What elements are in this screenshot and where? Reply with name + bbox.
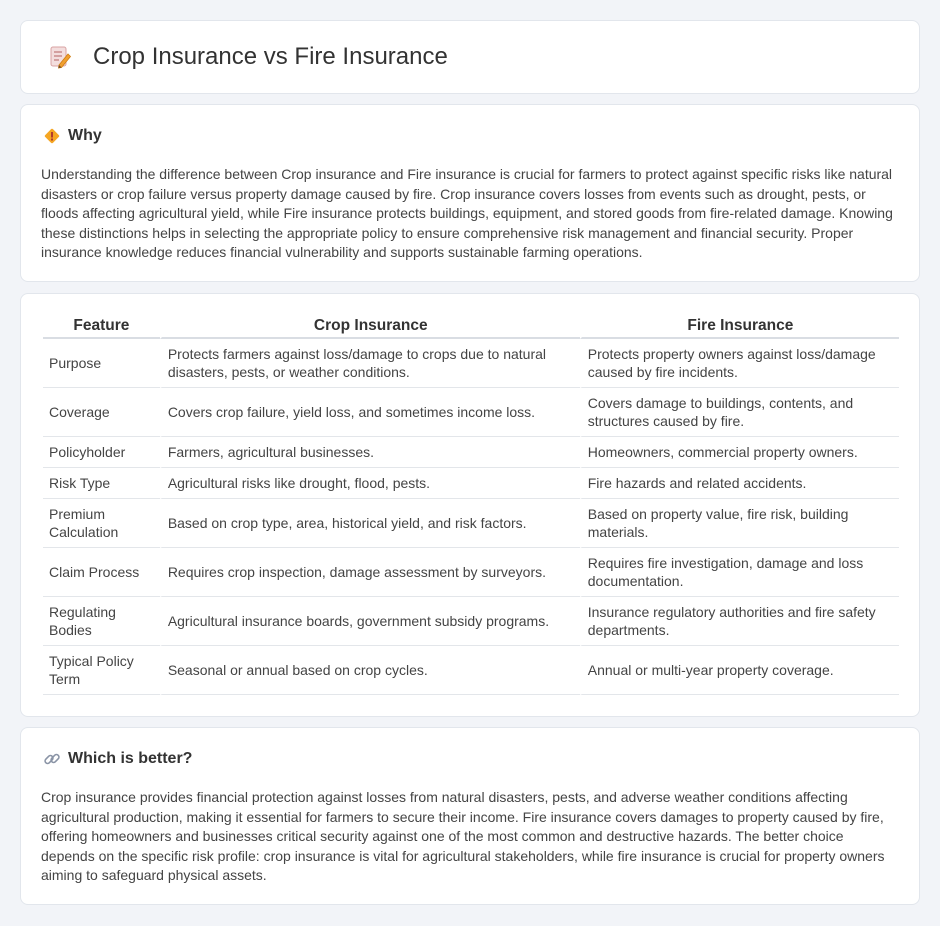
diamond-warning-icon: [43, 127, 61, 145]
header-fire-insurance: Fire Insurance: [580, 314, 899, 339]
page-title: Crop Insurance vs Fire Insurance: [93, 43, 448, 70]
table-row: [43, 437, 899, 468]
feature-cell: Policyholder: [43, 437, 160, 468]
feature-cell: Claim Process: [43, 548, 160, 597]
better-text: Crop insurance provides financial protection against losses from natural disasters, pests, and adverse weather conditions affecting agricultural production, making it essential for farmers to secure their income. Fire insurance covers damages to property caused by fire, offering homeowners and businesses critical security against one of the most common and destructive hazards. The better choice depends on the specific risk profile: crop insurance is vital for agricultural stakeholders, while fire insurance is crucial for property owners aiming to safeguard physical assets.: [41, 789, 885, 883]
header-crop-insurance: Crop Insurance: [160, 314, 580, 339]
fire-cell: Fire hazards and related accidents.: [580, 468, 899, 499]
fire-cell: Insurance regulatory authorities and fire safety departments.: [580, 597, 899, 646]
crop-cell: Covers crop failure, yield loss, and sometimes income loss.: [160, 388, 580, 437]
crop-cell: Agricultural insurance boards, government subsidy programs.: [160, 597, 580, 646]
feature-cell: Typical Policy Term: [43, 646, 160, 695]
feature-cell: Risk Type: [43, 468, 160, 499]
comparison-table: [43, 314, 899, 695]
crop-cell: Based on crop type, area, historical yield, and risk factors.: [160, 499, 580, 548]
fire-cell: Covers damage to buildings, contents, and structures caused by fire.: [580, 388, 899, 437]
feature-cell: Purpose: [43, 339, 160, 388]
fire-cell: Protects property owners against loss/damage caused by fire incidents.: [580, 339, 899, 388]
crop-cell: Farmers, agricultural businesses.: [160, 437, 580, 468]
table-row: [43, 468, 899, 499]
crop-cell: Requires crop inspection, damage assessment by surveyors.: [160, 548, 580, 597]
fire-cell: Requires fire investigation, damage and loss documentation.: [580, 548, 899, 597]
crop-cell: Agricultural risks like drought, flood, pests.: [160, 468, 580, 499]
feature-cell: Coverage: [43, 388, 160, 437]
header-feature: Feature: [43, 314, 160, 339]
crop-cell: Seasonal or annual based on crop cycles.: [160, 646, 580, 695]
table-row: [43, 548, 899, 597]
table-row: [43, 388, 899, 437]
fire-cell: Annual or multi-year property coverage.: [580, 646, 899, 695]
table-row: [43, 597, 899, 646]
document-pen-icon: [47, 44, 73, 70]
feature-cell: Premium Calculation: [43, 499, 160, 548]
title-card: [20, 20, 920, 94]
which-is-better-section: [20, 727, 920, 905]
crop-cell: Protects farmers against loss/damage to crops due to natural disasters, pests, or weather conditions.: [160, 339, 580, 388]
comparison-table-card: [20, 293, 920, 717]
table-header-row: [43, 314, 899, 339]
table-row: [43, 499, 899, 548]
fire-cell: Homeowners, commercial property owners.: [580, 437, 899, 468]
why-section: [20, 104, 920, 282]
why-heading: Why: [68, 127, 102, 144]
link-icon: [43, 750, 61, 768]
better-heading: Which is better?: [68, 750, 193, 767]
feature-cell: Regulating Bodies: [43, 597, 160, 646]
fire-cell: Based on property value, fire risk, building materials.: [580, 499, 899, 548]
why-text: Understanding the difference between Crop insurance and Fire insurance is crucial for farmers to protect against specific risks like natural disasters or crop failure versus property damage caused by fire. Crop insurance covers losses from events such as drought, pests, or floods affecting agricultural yield, while Fire insurance protects buildings, equipment, and stored goods from fire-related damage. Knowing these distinctions helps in selecting the appropriate policy to ensure comprehensive risk management and financial security. Proper insurance knowledge reduces financial vulnerability and supports sustainable farming operations.: [41, 166, 893, 260]
table-row: [43, 646, 899, 695]
table-row: [43, 339, 899, 388]
